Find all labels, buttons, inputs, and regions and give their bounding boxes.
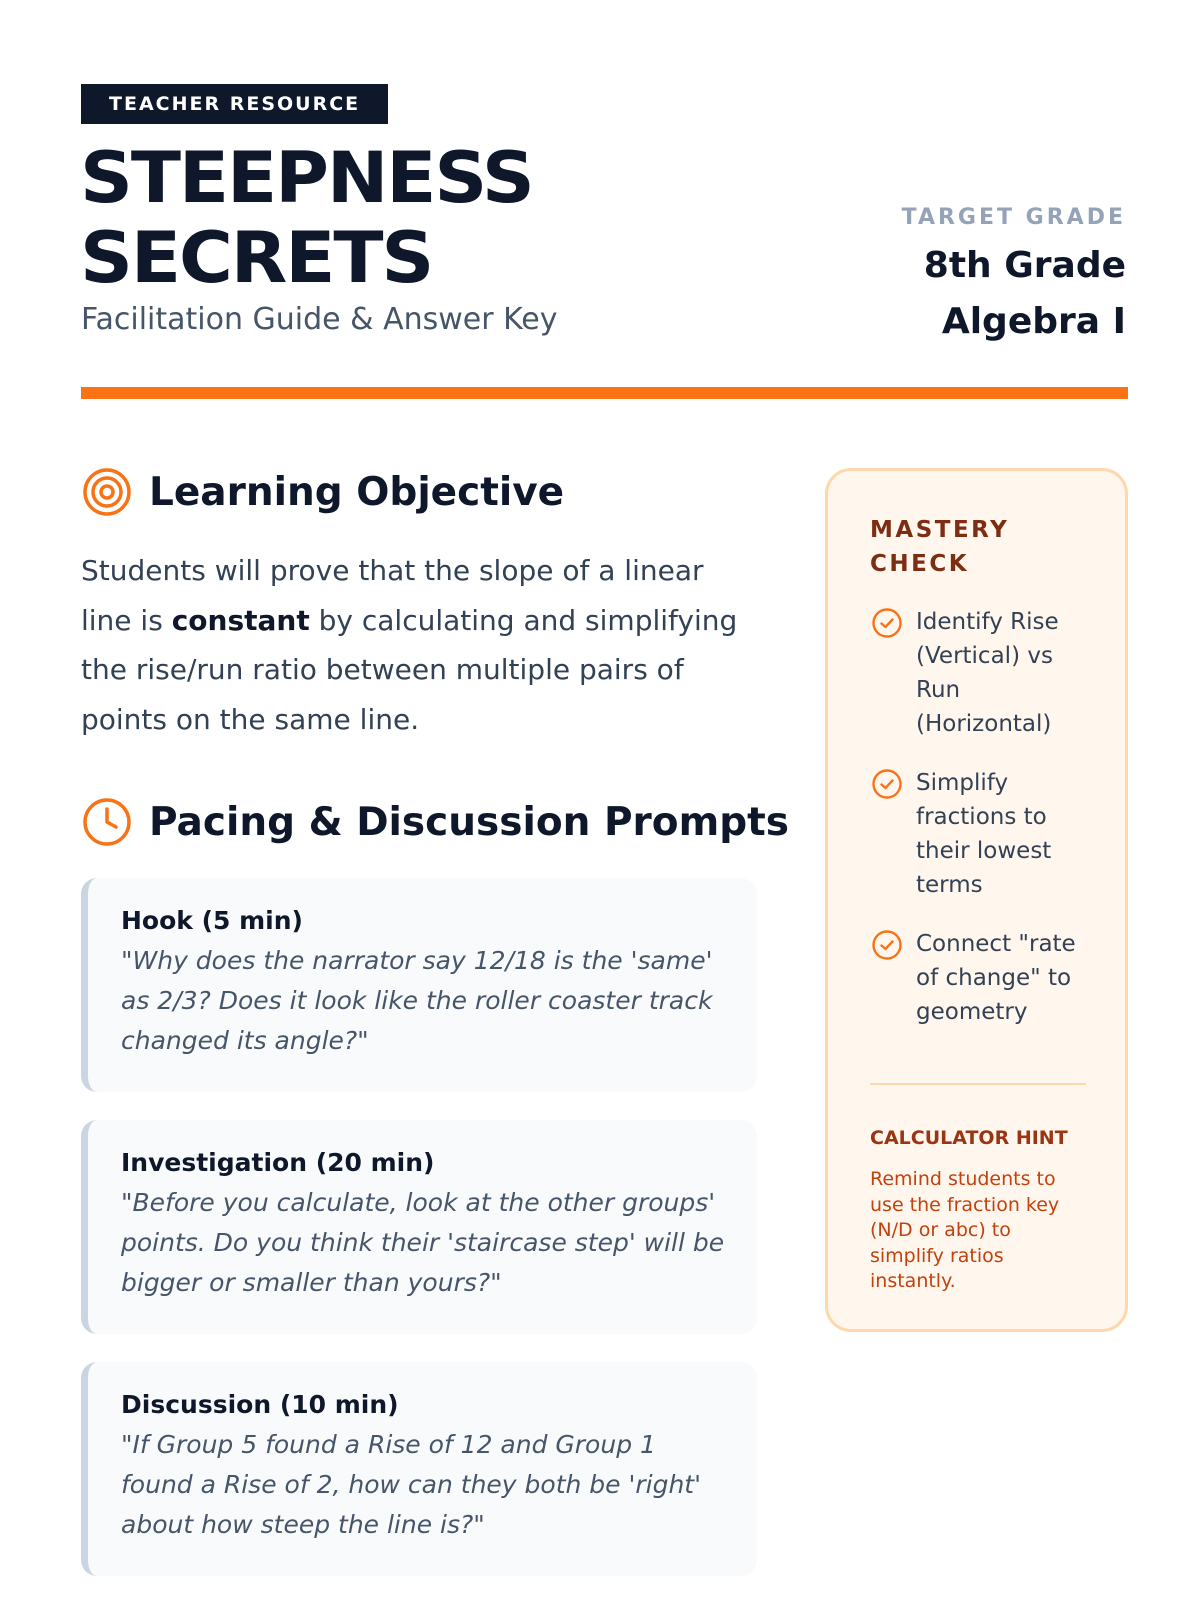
prompt-question: "Before you calculate, look at the other groups' points. Do you think their 'staircase step' will be bigger or smaller than yours?" <box>121 1188 725 1297</box>
prompt-title: Discussion (10 min) <box>121 1390 399 1419</box>
objective-heading-text: Learning Objective <box>149 469 565 515</box>
mastery-item <box>870 766 1100 902</box>
objective-text <box>81 546 761 744</box>
mastery-item <box>870 927 1100 1029</box>
resource-tag: TEACHER RESOURCE <box>81 84 388 124</box>
target-icon <box>81 466 133 518</box>
mastery-check-title <box>870 513 1050 581</box>
prompt-question: "If Group 5 found a Rise of 12 and Group 1 found a Rise of 2, how can they both be 'right' about how steep the line is?" <box>121 1430 701 1539</box>
objective-text-part-2: by calculating and simplifying the rise/run ratio between multiple pairs of points on the same line. <box>81 603 738 736</box>
calculator-hint-title: CALCULATOR HINT <box>870 1127 1068 1149</box>
prompt-title: Hook (5 min) <box>121 906 303 935</box>
mastery-check-card <box>825 468 1128 1332</box>
mastery-item <box>870 605 1100 741</box>
page-title <box>80 138 533 298</box>
grade-level: 8th Grade <box>923 245 1126 286</box>
title-line-2: SECRETS <box>80 217 433 299</box>
page-subtitle: Facilitation Guide & Answer Key <box>81 302 558 337</box>
header-divider <box>81 387 1128 399</box>
target-grade-label: TARGET GRADE <box>901 205 1126 230</box>
mastery-item-text: Identify Rise (Vertical) vs Run (Horizontal) <box>916 609 1059 737</box>
target-grade <box>902 205 1126 350</box>
mastery-divider <box>870 1083 1086 1085</box>
pacing-heading-text: Pacing & Discussion Prompts <box>149 799 789 845</box>
clock-icon <box>81 796 133 848</box>
objective-emphasis: constant <box>171 603 310 637</box>
objective-text-part-1: Students will prove that the slope of a linear line is <box>81 554 704 637</box>
prompt-question: "Why does the narrator say 12/18 is the 'same' as 2/3? Does it look like the roller coaster track changed its angle?" <box>121 946 713 1055</box>
prompt-card-hook <box>81 878 757 1092</box>
prompt-title: Investigation (20 min) <box>121 1148 435 1177</box>
prompt-card-investigation <box>81 1120 757 1334</box>
mastery-item-text: Connect "rate of change" to geometry <box>916 931 1076 1025</box>
calculator-hint-text: Remind students to use the fraction key (N/D or abc) to simplify ratios instantly. <box>870 1168 1060 1292</box>
check-circle-icon <box>870 606 904 640</box>
pacing-heading <box>81 796 789 848</box>
grade-course: Algebra I <box>941 301 1126 342</box>
prompt-card-discussion <box>81 1362 757 1576</box>
mastery-check-title-text: MASTERY CHECK <box>870 517 1010 577</box>
mastery-item-text: Simplify fractions to their lowest terms <box>916 770 1052 898</box>
check-circle-icon <box>870 767 904 801</box>
objective-heading <box>81 466 564 518</box>
check-circle-icon <box>870 928 904 962</box>
title-line-1: STEEPNESS <box>80 137 533 219</box>
